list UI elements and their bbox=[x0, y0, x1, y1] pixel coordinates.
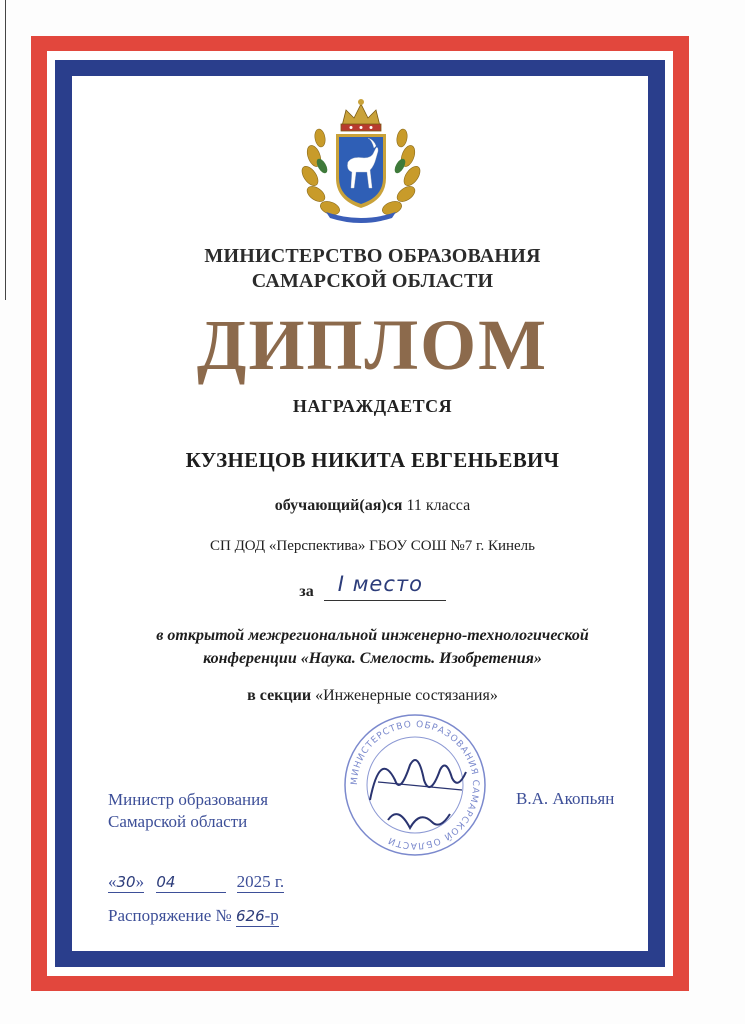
samara-coat-of-arms-icon bbox=[296, 96, 426, 226]
minister-name: В.А. Акопьян bbox=[516, 789, 615, 808]
place-row bbox=[0, 572, 745, 601]
conference-line-2: конференции «Наука. Смелость. Изобретения» bbox=[203, 650, 542, 667]
recipient-name: КУЗНЕЦОВ НИКИТА ЕВГЕНЬЕВИЧ bbox=[185, 448, 560, 472]
date-month: 04 bbox=[156, 873, 176, 891]
date-open-quote: « bbox=[108, 872, 117, 891]
official-seal-stamp bbox=[340, 710, 490, 860]
ministry-line-2: САМАРСКОЙ ОБЛАСТИ bbox=[251, 270, 494, 292]
seal-text: МИНИСТЕРСТВО ОБРАЗОВАНИЯ САМАРСКОЙ ОБЛАСТИ bbox=[349, 719, 481, 851]
diploma-title: ДИПЛОМ bbox=[196, 305, 549, 385]
place-underline bbox=[324, 572, 446, 601]
place-handwritten: I место bbox=[337, 572, 423, 596]
date-month-block bbox=[156, 872, 226, 893]
awarded-label: НАГРАЖДАЕТСЯ bbox=[292, 396, 453, 416]
student-label: обучающий(ая)ся bbox=[274, 497, 403, 514]
for-label: за bbox=[299, 583, 314, 600]
date-day-block bbox=[108, 872, 144, 893]
issue-date bbox=[108, 872, 284, 893]
minister-title bbox=[108, 789, 268, 833]
student-line bbox=[0, 497, 745, 515]
order-line bbox=[108, 906, 279, 927]
section-name: «Инженерные состязания» bbox=[315, 687, 498, 704]
date-day: 30 bbox=[116, 873, 136, 891]
ministry-line-1: МИНИСТЕРСТВО ОБРАЗОВАНИЯ bbox=[204, 245, 541, 267]
section-label: в секции bbox=[247, 687, 312, 704]
section-line bbox=[0, 687, 745, 705]
conference-line-1: в открытой межрегиональной инженерно-технологической bbox=[156, 627, 589, 644]
date-year: 2025 г. bbox=[236, 872, 285, 891]
minister-title-line-1: Министр образования bbox=[108, 790, 269, 809]
ministry-heading bbox=[0, 244, 745, 294]
order-label: Распоряжение № bbox=[108, 906, 232, 925]
student-grade: 11 класса bbox=[406, 497, 471, 514]
order-number-block bbox=[236, 906, 279, 927]
minister-title-line-2: Самарской области bbox=[108, 812, 248, 831]
order-suffix: -р bbox=[264, 906, 279, 925]
order-number: 626 bbox=[236, 907, 265, 925]
conference-text bbox=[0, 624, 745, 670]
date-close-quote: » bbox=[135, 872, 145, 891]
school-name: СП ДОД «Перспектива» ГБОУ СОШ №7 г. Кинель bbox=[209, 538, 535, 554]
